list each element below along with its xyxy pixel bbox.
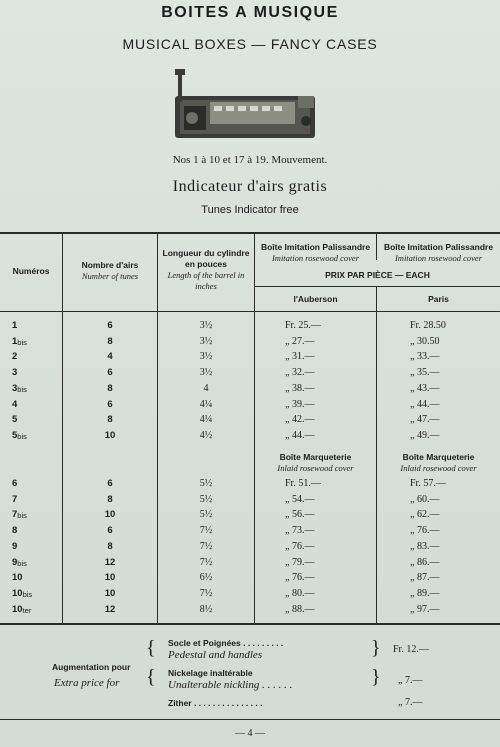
row-number-main: 1 bbox=[12, 320, 18, 331]
row-number-main: 4 bbox=[12, 398, 18, 410]
prix-rule bbox=[255, 286, 500, 287]
row-number-main: 1 bbox=[12, 335, 18, 347]
row-number-main: 7 bbox=[12, 493, 18, 505]
row-length: 7½ bbox=[199, 587, 213, 599]
header-numeros: Numéros bbox=[12, 266, 50, 276]
row-airs: 6 bbox=[107, 525, 113, 537]
header-length-en: Length of the barrel in inches bbox=[167, 270, 245, 291]
row-number-suffix: bis bbox=[17, 337, 27, 347]
row-price-paris: Fr. 28.50 bbox=[410, 320, 446, 331]
row-price-paris: „ 62.— bbox=[410, 509, 440, 521]
row-number-main: 3 bbox=[12, 367, 18, 379]
row-number-suffix: bis bbox=[22, 589, 33, 599]
table-top-rule bbox=[0, 232, 500, 234]
row-number-suffix: bis bbox=[17, 431, 27, 441]
row-number-main: 2 bbox=[12, 351, 18, 363]
row-price-auberson: „ 56.— bbox=[285, 509, 315, 521]
row-length: 3½ bbox=[199, 335, 213, 347]
row-number bbox=[12, 399, 17, 411]
subheader-marqueterie-2-fr: Boîte Marqueterie bbox=[402, 452, 475, 462]
row-airs: 8 bbox=[107, 382, 113, 394]
row-airs: 12 bbox=[104, 603, 116, 615]
row-price-paris: „ 30.50 bbox=[410, 335, 440, 347]
row-number bbox=[12, 430, 27, 443]
col-divider-3 bbox=[254, 234, 255, 623]
row-airs: 10 bbox=[104, 509, 116, 521]
row-price-paris: „ 86.— bbox=[410, 556, 440, 568]
row-number bbox=[12, 557, 27, 570]
brace-left-2: { bbox=[146, 666, 156, 688]
row-price-auberson: „ 27.— bbox=[285, 335, 315, 347]
extra-3-fr: Zither . . . . . . . . . . . . . . . bbox=[168, 698, 263, 708]
row-number-main: 6 bbox=[12, 478, 18, 489]
row-number bbox=[12, 367, 17, 379]
extra-2-en: Unalterable nickling . . . . . . bbox=[168, 679, 293, 691]
row-length: 7½ bbox=[199, 525, 213, 537]
row-number bbox=[12, 336, 27, 349]
extra-1-price: Fr. 12.— bbox=[393, 644, 429, 655]
row-number-suffix: bis bbox=[17, 558, 27, 568]
row-price-auberson: „ 42.— bbox=[285, 414, 315, 426]
row-length: 5½ bbox=[199, 493, 213, 505]
music-box-illustration bbox=[170, 66, 320, 144]
header-length-fr: Longueur du cylindre en pouces bbox=[162, 248, 250, 269]
row-price-auberson: „ 88.— bbox=[285, 603, 315, 615]
footer-rule bbox=[0, 719, 500, 720]
header-bottom-rule bbox=[0, 311, 500, 312]
row-price-auberson: „ 79.— bbox=[285, 556, 315, 568]
row-length: 4¼ bbox=[199, 414, 213, 426]
row-number bbox=[12, 588, 32, 601]
row-length: 6½ bbox=[199, 572, 213, 584]
subheader-marqueterie-1 bbox=[255, 452, 376, 474]
row-length: 4 bbox=[203, 382, 209, 394]
row-price-paris: „ 44.— bbox=[410, 398, 440, 410]
row-price-paris: „ 49.— bbox=[410, 429, 440, 441]
row-number-main: 9 bbox=[12, 556, 18, 568]
header-col5 bbox=[377, 242, 500, 264]
page-number: — 4 — bbox=[235, 728, 265, 739]
extra-1-en: Pedestal and handles bbox=[168, 649, 263, 661]
row-price-paris: „ 43.— bbox=[410, 382, 440, 394]
row-number bbox=[12, 414, 17, 426]
row-price-paris: „ 87.— bbox=[410, 572, 440, 584]
row-airs: 8 bbox=[107, 414, 113, 426]
row-price-auberson: Fr. 51.— bbox=[285, 478, 321, 489]
header-col4 bbox=[255, 242, 376, 264]
row-number-main: 9 bbox=[12, 540, 18, 552]
row-number bbox=[12, 351, 17, 363]
row-airs: 6 bbox=[107, 320, 113, 331]
row-price-auberson: „ 73.— bbox=[285, 525, 315, 537]
row-length: 3½ bbox=[199, 320, 213, 331]
subheader-marqueterie-2 bbox=[377, 452, 500, 474]
table-bottom-rule bbox=[0, 623, 500, 625]
row-number-main: 10 bbox=[12, 587, 23, 599]
row-number-suffix: bis bbox=[17, 511, 27, 521]
row-airs: 10 bbox=[104, 572, 116, 584]
row-number-main: 10 bbox=[12, 572, 23, 584]
header-col4-fr: Boîte Imitation Palissandre bbox=[260, 242, 371, 252]
title-english: MUSICAL BOXES — FANCY CASES bbox=[122, 36, 378, 52]
row-airs: 6 bbox=[107, 478, 113, 489]
indicator-heading-french: Indicateur d'airs gratis bbox=[172, 178, 328, 195]
brace-left-1: { bbox=[146, 637, 156, 659]
row-price-paris: Fr. 57.— bbox=[410, 478, 446, 489]
row-airs: 10 bbox=[104, 429, 116, 441]
row-number bbox=[12, 383, 27, 396]
row-number-main: 5 bbox=[12, 414, 18, 426]
extra-2-price: „ 7.— bbox=[398, 675, 423, 686]
row-number-main: 8 bbox=[12, 525, 18, 537]
header-airs bbox=[63, 260, 157, 282]
row-price-paris: „ 83.— bbox=[410, 540, 440, 552]
row-price-paris: „ 33.— bbox=[410, 351, 440, 363]
row-number-main: 10 bbox=[12, 603, 23, 615]
header-paris: Paris bbox=[428, 294, 449, 304]
row-length: 3½ bbox=[199, 367, 213, 379]
row-length: 5½ bbox=[199, 478, 213, 489]
extras-label-en: Extra price for bbox=[54, 677, 120, 689]
row-price-paris: „ 89.— bbox=[410, 587, 440, 599]
row-number bbox=[12, 478, 17, 490]
brace-right-1: } bbox=[371, 637, 381, 659]
row-number-suffix: ter bbox=[22, 605, 32, 615]
row-number bbox=[12, 541, 17, 553]
row-length: 8½ bbox=[199, 603, 213, 615]
header-airs-fr: Nombre d'airs bbox=[81, 260, 139, 270]
title-french: BOITES A MUSIQUE bbox=[161, 4, 339, 21]
row-airs: 6 bbox=[107, 398, 113, 410]
header-col5-en: Imitation rosewood cover bbox=[394, 253, 483, 263]
row-length: 7½ bbox=[199, 556, 213, 568]
header-col4-en: Imitation rosewood cover bbox=[271, 253, 360, 263]
movement-note: Nos 1 à 10 et 17 à 19. Mouvement. bbox=[172, 154, 328, 166]
row-price-auberson: „ 54.— bbox=[285, 493, 315, 505]
row-airs: 6 bbox=[107, 367, 113, 379]
extra-3-price: „ 7.— bbox=[398, 697, 423, 708]
row-price-paris: „ 35.— bbox=[410, 367, 440, 379]
row-length: 7½ bbox=[199, 540, 213, 552]
row-price-auberson: „ 76.— bbox=[285, 540, 315, 552]
subheader-marqueterie-1-fr: Boîte Marqueterie bbox=[279, 452, 352, 462]
header-col5-fr: Boîte Imitation Palissandre bbox=[383, 242, 494, 252]
row-length: 5½ bbox=[199, 509, 213, 521]
row-price-paris: „ 47.— bbox=[410, 414, 440, 426]
row-airs: 10 bbox=[104, 587, 116, 599]
row-price-paris: „ 97.— bbox=[410, 603, 440, 615]
extras-label-fr: Augmentation pour bbox=[52, 662, 131, 672]
row-number bbox=[12, 604, 31, 617]
extra-2-fr: Nickelage inaltérable bbox=[168, 668, 253, 678]
row-length: 4½ bbox=[199, 429, 213, 441]
row-number bbox=[12, 525, 17, 537]
row-number-suffix: bis bbox=[17, 384, 27, 394]
header-auberson: l'Auberson bbox=[293, 294, 338, 304]
subheader-marqueterie-1-en: Inlaid rosewood cover bbox=[277, 463, 354, 473]
row-number bbox=[12, 320, 17, 332]
row-number-main: 7 bbox=[12, 509, 18, 521]
row-number bbox=[12, 572, 23, 584]
row-price-auberson: „ 76.— bbox=[285, 572, 315, 584]
row-number bbox=[12, 494, 17, 506]
row-number-main: 5 bbox=[12, 429, 18, 441]
brace-right-2: } bbox=[371, 666, 381, 688]
row-airs: 12 bbox=[104, 556, 116, 568]
indicator-heading-english: Tunes Indicator free bbox=[201, 204, 299, 216]
row-price-auberson: Fr. 25.— bbox=[285, 320, 321, 331]
row-price-auberson: „ 80.— bbox=[285, 587, 315, 599]
header-length bbox=[158, 248, 254, 292]
row-price-paris: „ 76.— bbox=[410, 525, 440, 537]
extra-1-fr: Socle et Poignées . . . . . . . . . bbox=[168, 638, 284, 648]
header-airs-en: Number of tunes bbox=[81, 271, 139, 281]
row-length: 3½ bbox=[199, 351, 213, 363]
row-price-auberson: „ 31.— bbox=[285, 351, 315, 363]
row-airs: 8 bbox=[107, 540, 113, 552]
row-price-auberson: „ 32.— bbox=[285, 367, 315, 379]
row-price-auberson: „ 39.— bbox=[285, 398, 315, 410]
row-length: 4¼ bbox=[199, 398, 213, 410]
header-prix: PRIX PAR PIÈCE — EACH bbox=[325, 270, 430, 280]
row-number bbox=[12, 509, 27, 522]
row-airs: 8 bbox=[107, 335, 113, 347]
row-price-auberson: „ 38.— bbox=[285, 382, 315, 394]
subheader-marqueterie-2-en: Inlaid rosewood cover bbox=[400, 463, 477, 473]
row-price-auberson: „ 44.— bbox=[285, 429, 315, 441]
row-number-main: 3 bbox=[12, 382, 18, 394]
row-price-paris: „ 60.— bbox=[410, 493, 440, 505]
row-airs: 8 bbox=[107, 493, 113, 505]
row-airs: 4 bbox=[107, 351, 113, 363]
